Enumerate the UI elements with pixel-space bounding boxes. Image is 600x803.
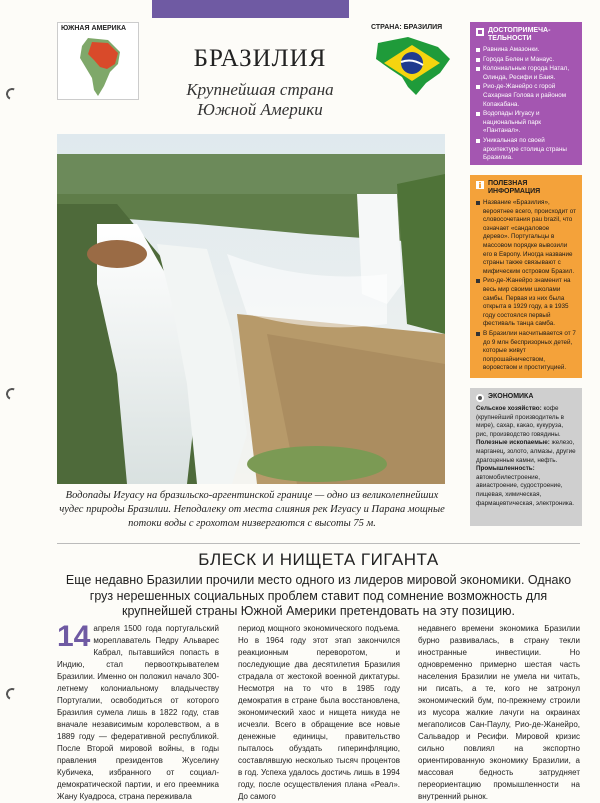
info-header — [476, 180, 576, 196]
south-america-map — [57, 22, 139, 100]
list-item: Название «Бразилия», вероятнее всего, происходит от словосочетания pau brazil, что означает «сандаловое дерево». Португальцы в массовом порядке вывозили его в Европу. Иногда название страны также связывают с мифическим островом Бразил. — [476, 199, 576, 276]
page-subtitle — [160, 80, 360, 120]
iguazu-falls-photo — [57, 134, 445, 484]
economy-icon — [476, 394, 484, 402]
economy-minerals — [476, 439, 576, 465]
info-list — [476, 199, 576, 373]
minerals-label: Полезные ископаемые: — [476, 439, 550, 447]
list-item: Колониальные города Натал, Олинда, Ресифи и Баия. — [476, 65, 576, 82]
agri-text: кофе (крупнейший производитель в мире), сахар, какао, кукуруза, рис, производство говядины. — [476, 405, 564, 438]
subtitle-line-2: Южной Америки — [197, 100, 323, 119]
sights-list — [476, 46, 576, 163]
economy-title: ЭКОНОМИКА — [488, 393, 534, 400]
binder-hole-bottom — [4, 686, 19, 701]
economy-industry — [476, 465, 576, 508]
economy-header — [476, 393, 576, 402]
list-item: Рио-де-Жанейро с горой Сахарная Голова и районом Копакабана. — [476, 83, 576, 109]
subtitle-line-1: Крупнейшая страна — [186, 80, 334, 99]
minerals-text: железо, марганец, золото, алмазы, другие драгоценные камни, нефть. — [476, 439, 576, 464]
list-item: Водопады Игуасу и национальный парк «Пантанал». — [476, 110, 576, 136]
section-divider — [57, 543, 580, 544]
column-2-text: период мощного экономического подъема. Но в 1964 году этот этап закончился реакционным переворотом, и последующие два десятилетия Бразилия страдала от жестокой военной диктатуры. Несмотря на то что в 1985 году демократия в стране была восстановлена, экономический хаос и нищета никуда не исчезли. Всего в обращение все новые денежные единицы, правительство пыталось обуздать гиперинфляцию, составлявшую несколько тысяч процентов в год. Успеха удалось достичь лишь в 1994 году, после осуществления плана «Реал». До самого — [238, 624, 400, 801]
list-item: В Бразилии насчитывается от 7 до 9 млн беспризорных детей, которые живут попрошайничеством, воровством и проституцией. — [476, 330, 576, 373]
article-lead: Еще недавно Бразилии прочили место одного из лидеров мировой экономики. Однако груз нерешенных социальных проблем ставит под сомнение возможность для крупнейшей страны Южной Америки претендовать на эту позицию. — [65, 573, 572, 618]
sights-header — [476, 27, 576, 43]
map-left-label: ЮЖНАЯ АМЕРИКА — [61, 25, 127, 32]
column-3-text: недавнего времени экономика Бразилии бурно развивалась, в страну текли иностранные инвестиции. Но одновременно примерно шестая часть населения Бразилии не умела ни читать, ни писать, а те, кого не затронул экономический бум, по-прежнему строили из мусора жалкие лачуги на окраинах мегаполисов Сан-Паулу, Рио-де-Жанейро, Сальвадор и Ресифи. Мировой кризис сильно повлиял на экспортно ориентированную экономику Бразилии, а массовая бедность затрудняет переориентацию промышленности на внутренний рынок. — [418, 624, 580, 801]
list-item: Рио-де-Жанейро знаменит на весь мир своими школами самбы. Первая из них была открыта в 1929 году, а в 1935 году состоялся первый фестиваль танца самба. — [476, 277, 576, 329]
brazil-flag-map — [368, 22, 458, 100]
list-item: Города Белен и Манаус. — [476, 56, 576, 65]
drop-cap: 14 — [57, 620, 91, 653]
sidebar-info — [470, 175, 582, 378]
article-column-1 — [57, 620, 219, 803]
agri-label: Сельское хозяйство: — [476, 405, 542, 412]
page-title: БРАЗИЛИЯ — [193, 45, 327, 72]
sidebar-sights — [470, 22, 582, 165]
info-icon — [476, 181, 484, 189]
brazil-flag-icon — [368, 33, 456, 97]
economy-agri — [476, 405, 576, 439]
binder-hole-top — [4, 86, 19, 101]
sidebar-economy — [470, 388, 582, 526]
photo-caption: Водопады Игуасу на бразильско-аргентинской границе — одно из великолепнейших чудес природы Бразилии. Неподалеку от места слияния рек Игуасу и Парана мощные потоки воды с грохотом низвергаются с высоты 75 м. — [59, 490, 445, 529]
map-right-label: СТРАНА: БРАЗИЛИЯ — [371, 24, 443, 31]
south-america-shape-icon — [58, 34, 138, 98]
info-title: ПОЛЕЗНАЯ ИНФОРМАЦИЯ — [488, 180, 541, 195]
industry-label: Промышленность: — [476, 465, 535, 473]
list-item: Уникальная по своей архитектуре столица страны Бразилиа. — [476, 137, 576, 163]
top-color-bar — [152, 0, 349, 18]
binder-hole-middle — [4, 386, 19, 401]
sights-title: ДОСТОПРИМЕЧА-ТЕЛЬНОСТИ — [488, 27, 551, 42]
bullet-square-icon — [476, 28, 484, 36]
article-column-3 — [418, 623, 580, 803]
list-item: Равнина Амазонки. — [476, 46, 576, 55]
column-1-text: апреля 1500 года португальский мореплаватель Педру Альварес Кабрал, пытавшийся попасть в Индию, стал первооткрывателем Бразилии. Именно он положил начало 300-летнему колониальному владычеству Португалии, освободиться от которого Бразилия сумела лишь в 1822 году, став вначале независимым королевством, а в 1889 году — федеративной республикой. После Второй мировой войны, в годы правления президентов Жуселину Кубичека, избранного от социал-демократической партии, и его преемника Жану Куадроса, страна переживала — [57, 624, 219, 801]
industry-text: автомобилестроение, авиастроение, судостроение, пищевая, химическая, фармацевтическая, электроника. — [476, 473, 575, 507]
article-column-2 — [238, 623, 400, 803]
article-heading: БЛЕСК И НИЩЕТА ГИГАНТА — [198, 550, 439, 569]
